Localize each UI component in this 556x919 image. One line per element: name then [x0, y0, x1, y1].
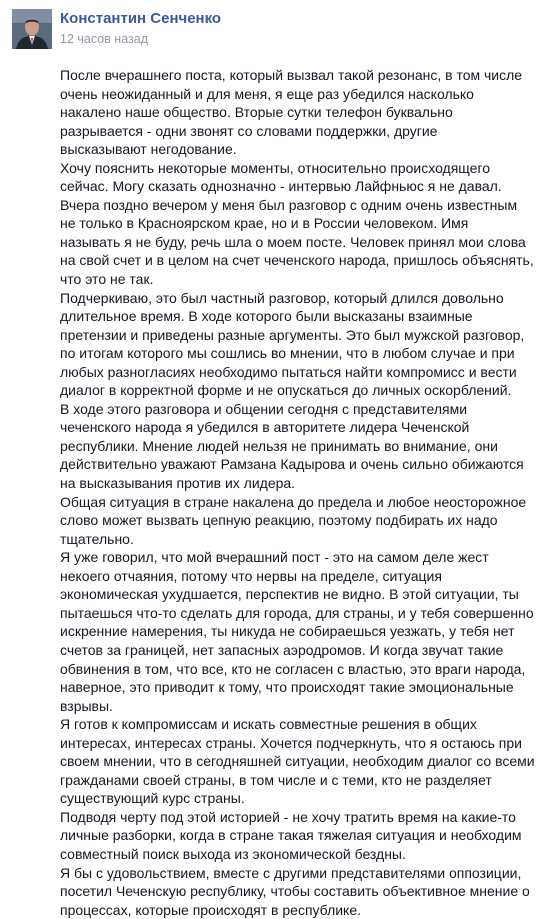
avatar[interactable] — [12, 9, 52, 49]
text-line: взрывы. — [60, 697, 113, 714]
text-line: называть я не буду, речь шла о моем посте. Человек принял мои слова — [60, 233, 526, 250]
text-line: обвинения в том, что все, кто не согласен с властью, это враги народа, — [60, 660, 526, 677]
post-header — [12, 9, 221, 53]
text-line: некоего отчаяния, потому что нервы на пределе, ситуация — [60, 567, 442, 584]
text-line: чеченского народа я убедился в авторитете лидера Чеченской — [60, 419, 470, 436]
text-line: разрывается - одни звонят со словами поддержки, другие — [60, 122, 438, 139]
text-line: действительно уважают Рамзана Кадырова и очень сильно обижаются — [60, 456, 524, 473]
text-line: искренние намерения, ты никуда не собираешься уезжать, у тебя нет — [60, 623, 515, 640]
text-line: Подчеркиваю, это был частный разговор, который длился довольно — [60, 289, 504, 306]
author-name-link[interactable]: Константин Сенченко — [60, 10, 222, 27]
post-paragraph — [60, 289, 550, 400]
text-line: Хочу пояснить некоторые моменты, относительно происходящего — [60, 159, 491, 176]
text-line: процессах, которые происходят в республике. — [60, 901, 362, 918]
text-line: любых разногласиях необходимо пытаться найти компромисс и вести — [60, 363, 517, 380]
text-line: пытаешься что-то сделать для города, для страны, и у тебя совершенно — [60, 604, 534, 621]
text-line: Общая ситуация в стране накалена до предела и любое неосторожное — [60, 493, 527, 510]
text-line: накалено наше общество. Вторые сутки телефон буквально — [60, 104, 453, 121]
text-line: на свой счет и в целом на счет чеченского народа, пришлось объяснять, — [60, 252, 534, 269]
post-meta — [60, 10, 221, 47]
text-line: длительное время. В ходе которого были высказаны взаимные — [60, 308, 473, 325]
post-paragraph — [60, 864, 550, 919]
text-line: сейчас. Могу сказать однозначно - интервью Лайфньюс я не давал. — [60, 178, 502, 195]
post-paragraph — [60, 400, 550, 493]
text-line: наверное, это приводит к тому, что происходят такие эмоциональные — [60, 679, 514, 696]
text-line: что это не так. — [60, 271, 154, 288]
text-line: диалог в корректной форме и не опускаться до личных оскорблений. — [60, 382, 512, 399]
text-line: счетов за границей, нет запасных аэродромов. И когда звучат такие — [60, 641, 504, 658]
post-paragraph — [60, 493, 550, 549]
post-timestamp-link[interactable]: 12 часов назад — [60, 32, 148, 46]
text-line: своем мнении, что в сегодняшней ситуации, необходим диалог со всеми — [60, 753, 535, 770]
text-line: существующий курс страны. — [60, 790, 245, 807]
text-line: посетил Чеченскую республику, чтобы составить объективное мнение о — [60, 883, 530, 900]
text-line: высказывают негодование. — [60, 141, 237, 158]
text-line: Вчера поздно вечером у меня был разговор с одним очень известным — [60, 196, 518, 213]
text-line: экономическая ухудшается, перспектив не видно. В этой ситуации, ты — [60, 586, 519, 603]
post-paragraph — [60, 159, 550, 289]
post-body — [60, 66, 550, 919]
text-line: Подводя черту под этой историей - не хочу тратить время на какие-то — [60, 808, 516, 825]
text-line: совместный поиск выхода из экономической бездны. — [60, 845, 406, 862]
text-line: не только в Красноярском крае, но и в России человеком. Имя — [60, 215, 469, 232]
text-line: В ходе этого разговора и общении сегодня с представителями — [60, 400, 468, 417]
text-line: интересах, интересах страны. Хочется подчеркнуть, что я остаюсь при — [60, 734, 522, 751]
post-paragraph — [60, 715, 550, 808]
text-line: Я бы с удовольствием, вместе с другими представителями оппозиции, — [60, 864, 522, 881]
text-line: личные разборки, когда в стране такая тяжелая ситуация и необходим — [60, 827, 522, 844]
text-line: Я уже говорил, что мой вчерашний пост - это на самом деле жест — [60, 549, 489, 566]
text-line: Я готов к компромиссам и искать совместные решения в общих — [60, 716, 477, 733]
post-paragraph — [60, 66, 550, 159]
text-line: тщательно. — [60, 530, 134, 547]
avatar-photo-icon — [12, 9, 52, 49]
text-line: на высказывания против их лидера. — [60, 475, 296, 492]
text-line: гражданами своей страны, в том числе и с теми, кто не разделяет — [60, 771, 492, 788]
post-paragraph — [60, 548, 550, 715]
text-line: После вчерашнего поста, который вызвал такой резонанс, в том числе — [60, 67, 523, 83]
post-paragraph — [60, 808, 550, 864]
text-line: слово может вызвать цепную реакцию, поэтому подбирать их надо — [60, 512, 498, 529]
text-line: претензии и приведены разные аргументы. Это был мужской разговор, — [60, 326, 525, 343]
text-line: республики. Мнение людей нельзя не принимать во внимание, они — [60, 437, 498, 454]
text-line: очень неожиданный и для меня, я еще раз убедился насколько — [60, 85, 474, 102]
text-line: по итогам которого мы сошлись во мнении, что в любом случае и при — [60, 345, 515, 362]
